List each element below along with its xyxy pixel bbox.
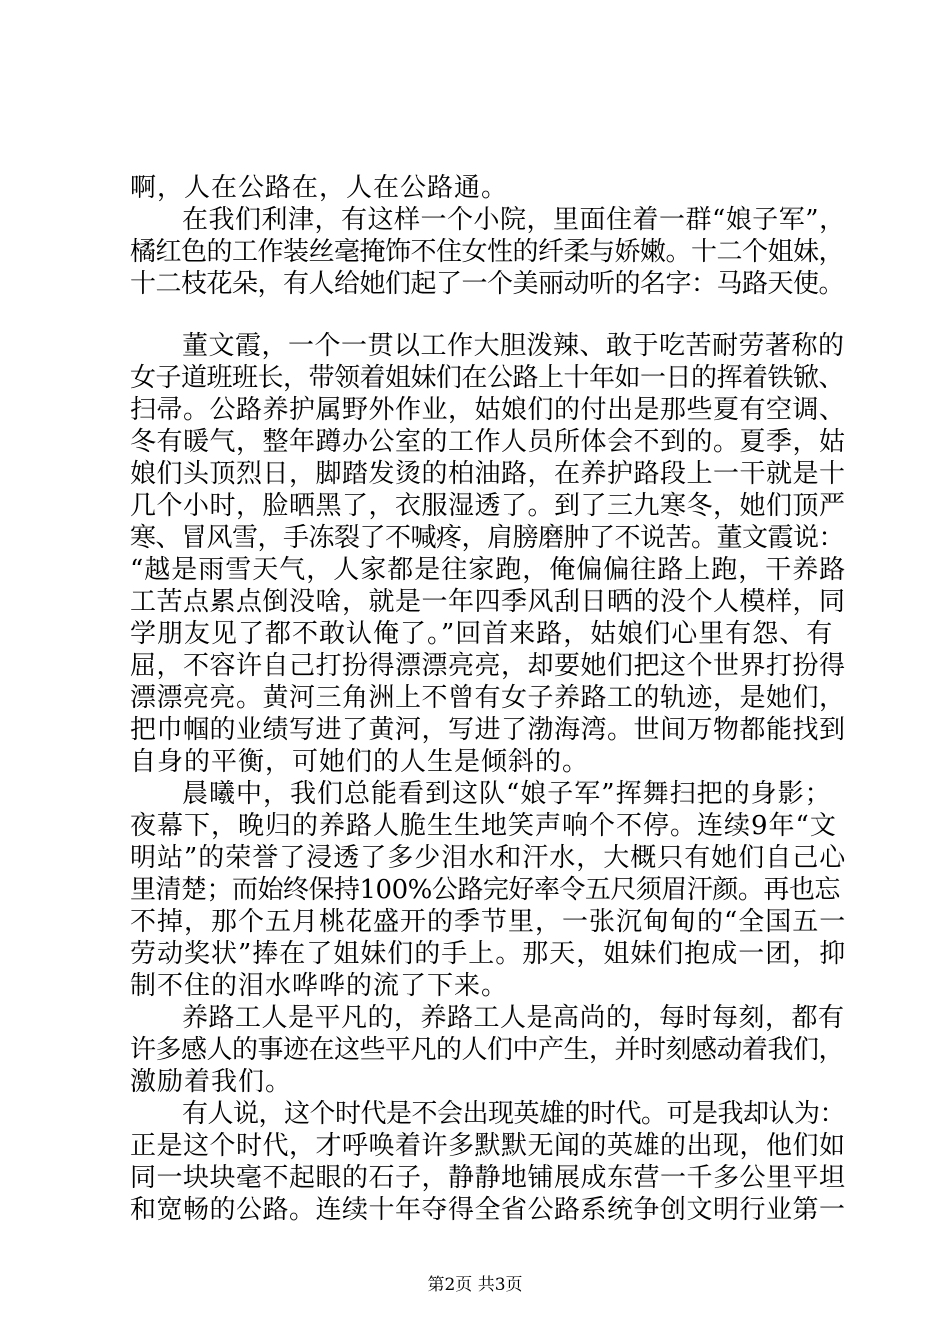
text-line: 正是这个时代，才呼唤着许多默默无闻的英雄的出现，他们如 <box>130 1131 846 1161</box>
text-line: 几个小时，脸晒黑了，衣服湿透了。到了三九寒冬，她们顶严 <box>130 491 846 521</box>
text-line: 劳动奖状”捧在了姐妹们的手上。那天，姐妹们抱成一团，抑 <box>130 939 847 969</box>
text-line: 明站”的荣誉了浸透了多少泪水和汗水，大概只有她们自己心 <box>130 843 847 873</box>
page-footer: 第2页 共3页 <box>427 1275 523 1295</box>
text-line: 寒、冒风雪，手冻裂了不喊疼，肩膀磨肿了不说苦。董文霞说： <box>130 523 845 553</box>
text-line: 夜幕下，晚归的养路人脆生生地笑声响个不停。连续9年“文 <box>130 811 837 841</box>
text-line: 自身的平衡，可她们的人生是倾斜的。 <box>130 747 590 777</box>
text-line: 许多感人的事迹在这些平凡的人们中产生，并时刻感动着我们， <box>130 1035 845 1065</box>
text-line: 屈，不容许自己打扮得漂漂亮亮，却要她们把这个世界打扮得 <box>130 651 846 681</box>
text-line: 扫帚。公路养护属野外作业，姑娘们的付出是那些夏有空调、 <box>130 395 846 425</box>
text-line: 养路工人是平凡的，养路工人是高尚的，每时每刻，都有 <box>182 1003 845 1033</box>
text-line: 啊，人在公路在，人在公路通。 <box>130 173 509 203</box>
text-line: 把巾帼的业绩写进了黄河，写进了渤海湾。世间万物都能找到 <box>130 715 846 745</box>
text-line: 娘们头顶烈日，脚踏发烫的柏油路，在养护路段上一干就是十 <box>130 459 846 489</box>
text-line: 董文霞，一个一贯以工作大胆泼辣、敢于吃苦耐劳著称的 <box>182 331 845 361</box>
text-line: 里清楚；而始终保持100%公路完好率令五尺须眉汗颜。再也忘 <box>130 875 840 905</box>
text-line: 在我们利津，有这样一个小院，里面住着一群“娘子军”， <box>182 205 846 235</box>
text-line: 有人说，这个时代是不会出现英雄的时代。可是我却认为： <box>182 1099 846 1129</box>
text-line: 十二枝花朵，有人给她们起了一个美丽动听的名字：马路天使。 <box>130 269 845 299</box>
text-line: 冬有暖气，整年蹲办公室的工作人员所体会不到的。夏季，姑 <box>130 427 846 457</box>
text-line: 同一块块毫不起眼的石子，静静地铺展成东营一千多公里平坦 <box>130 1163 846 1193</box>
text-line: 工苦点累点倒没啥，就是一年四季风刮日晒的没个人模样，同 <box>130 587 846 617</box>
text-line: 和宽畅的公路。连续十年夺得全省公路系统争创文明行业第一 <box>130 1195 846 1225</box>
text-line: 学朋友见了都不敢认俺了。”回首来路，姑娘们心里有怨、有 <box>130 619 834 649</box>
text-line: “越是雨雪天气，人家都是往家跑，俺偏偏往路上跑，干养路 <box>130 555 847 585</box>
text-line: 漂漂亮亮。黄河三角洲上不曾有女子养路工的轨迹，是她们， <box>130 683 846 713</box>
text-line: 女子道班班长，带领着姐妹们在公路上十年如一日的挥着铁锨、 <box>130 363 845 393</box>
text-line: 制不住的泪水哗哗的流了下来。 <box>130 971 509 1001</box>
text-line: 晨曦中，我们总能看到这队“娘子军”挥舞扫把的身影； <box>182 779 832 809</box>
text-line: 激励着我们。 <box>130 1067 293 1097</box>
text-line: 橘红色的工作装丝毫掩饰不住女性的纤柔与娇嫩。十二个姐妹， <box>130 237 845 267</box>
text-line: 不掉，那个五月桃花盛开的季节里，一张沉甸甸的“全国五一 <box>130 907 847 937</box>
